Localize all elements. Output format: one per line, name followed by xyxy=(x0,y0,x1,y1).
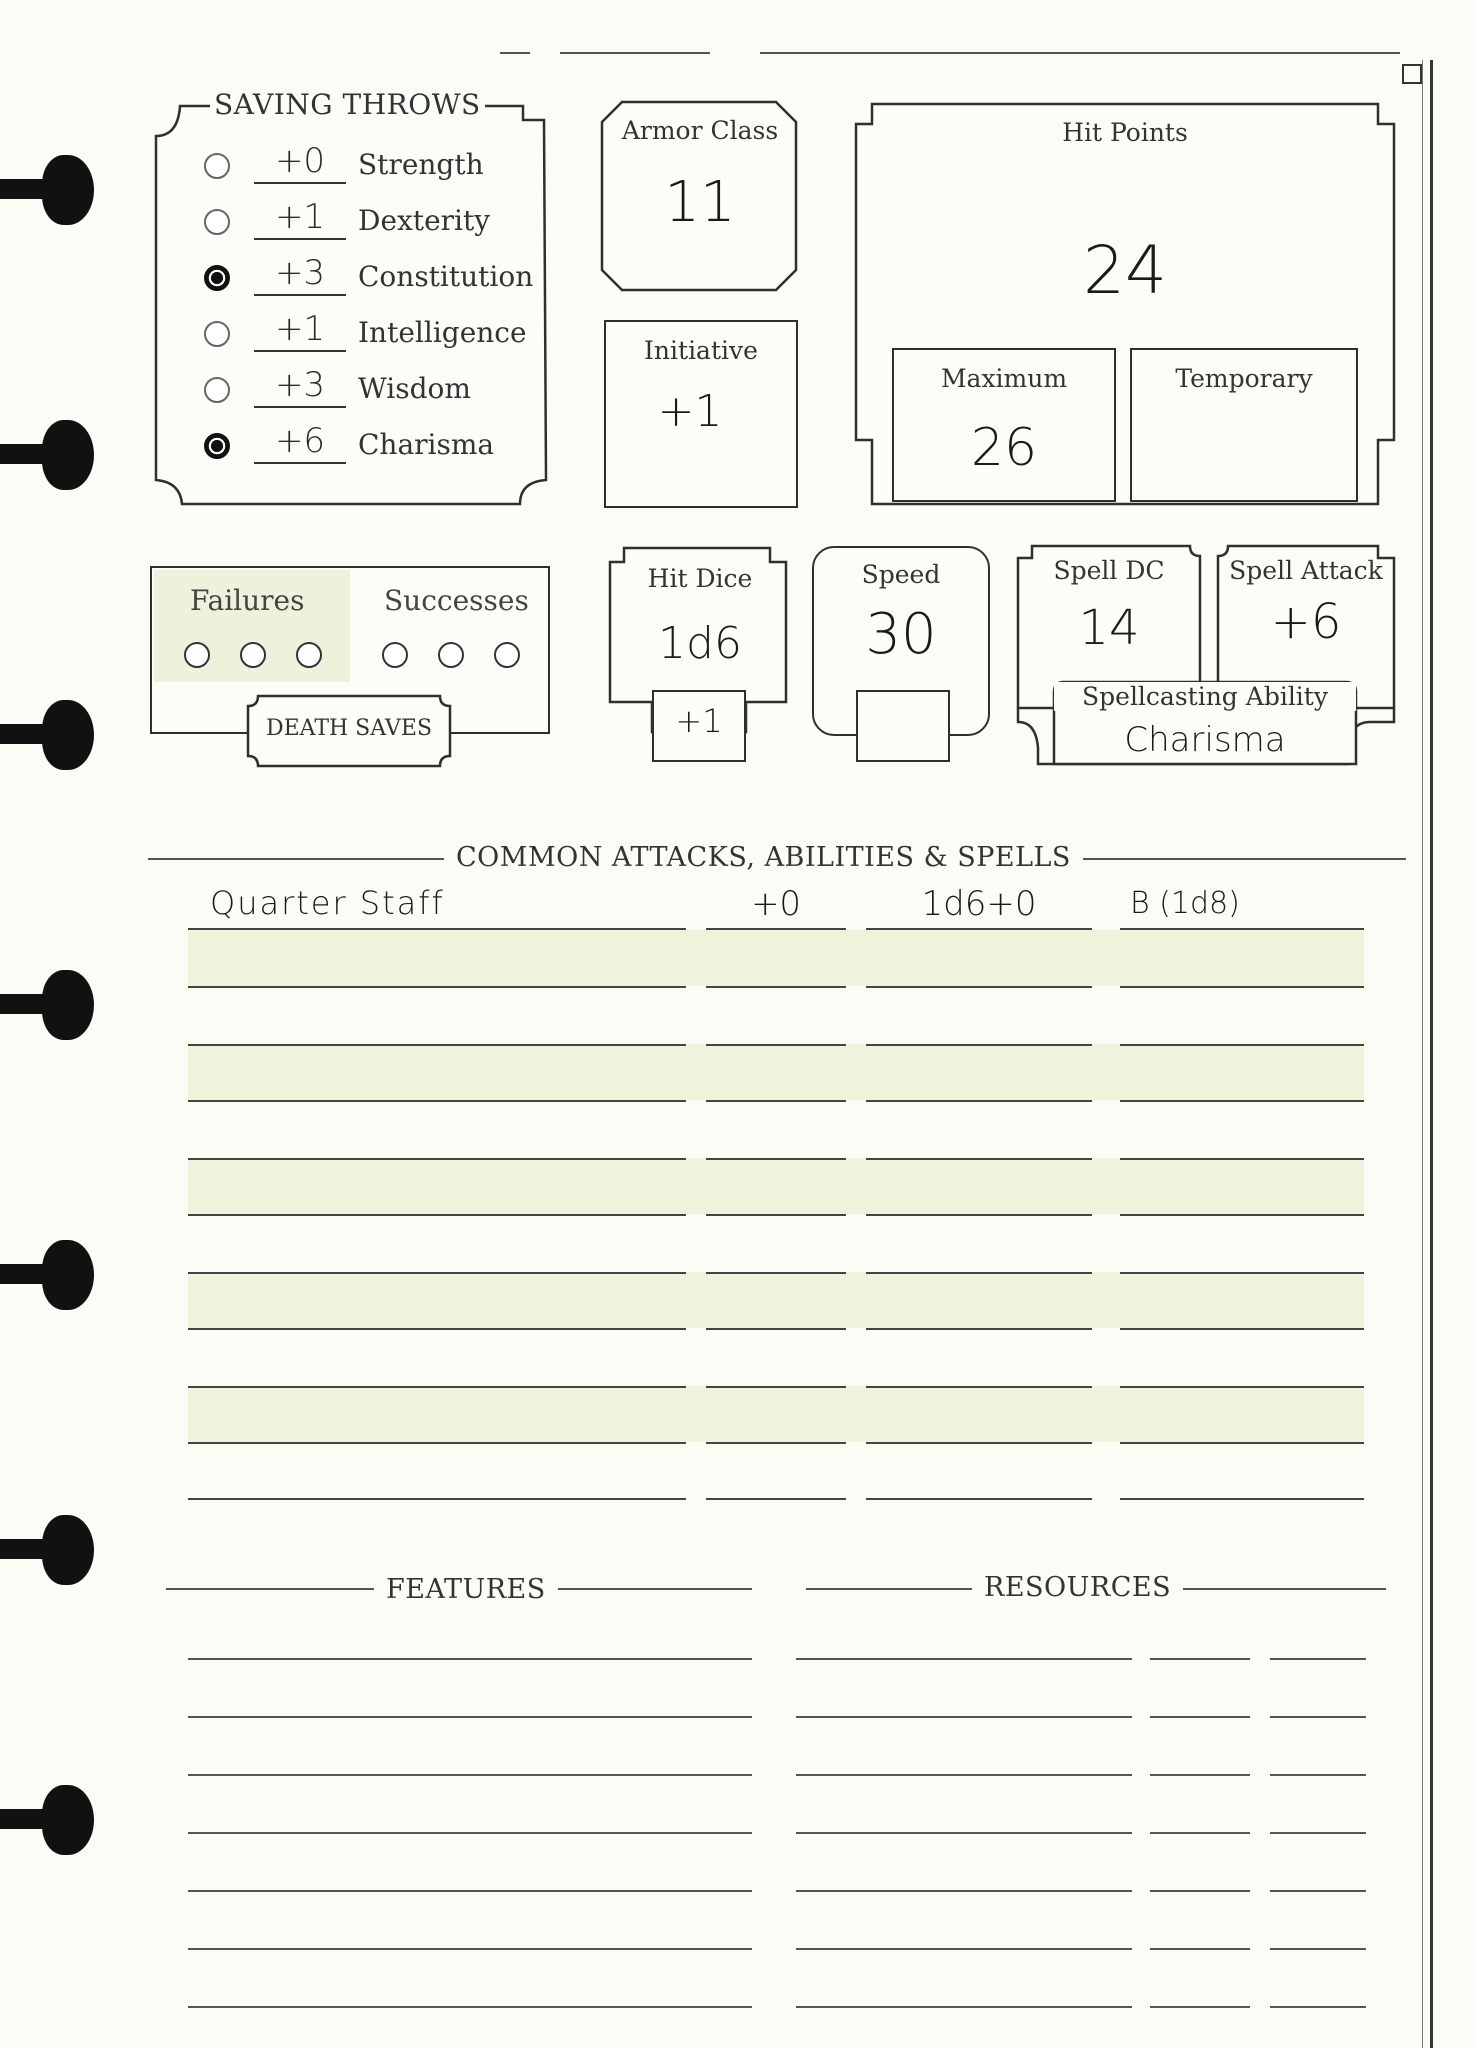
feature-line[interactable] xyxy=(796,1658,1132,1660)
hp-maximum-value[interactable]: 26 xyxy=(970,418,1038,478)
attack-row-line[interactable] xyxy=(1120,1044,1364,1046)
save-value[interactable]: +1 xyxy=(254,196,346,240)
saving-throw-row-charisma[interactable] xyxy=(200,420,540,470)
feature-line[interactable] xyxy=(796,2006,1132,2008)
top-rule xyxy=(560,52,710,54)
feature-line[interactable] xyxy=(796,1716,1132,1718)
speed-label: Speed xyxy=(861,560,941,589)
attack-row-line[interactable] xyxy=(1120,986,1364,988)
failures-label: Failures xyxy=(190,584,305,617)
spell-dc-value[interactable]: 14 xyxy=(1078,600,1140,656)
save-value[interactable]: +0 xyxy=(254,140,346,184)
feature-line[interactable] xyxy=(1150,2006,1250,2008)
speed-extra-frame xyxy=(856,690,950,762)
attack-row-line[interactable] xyxy=(866,1442,1092,1444)
hit-points-label: Hit Points xyxy=(1062,118,1188,147)
proficiency-dot[interactable] xyxy=(204,321,230,347)
save-name: Constitution xyxy=(358,260,534,293)
attack-row-line[interactable] xyxy=(866,1328,1092,1330)
saving-throws-title: SAVING THROWS xyxy=(210,88,485,121)
feature-line[interactable] xyxy=(1270,1890,1366,1892)
attack-row-line[interactable] xyxy=(866,1386,1092,1388)
hp-maximum-label: Maximum xyxy=(940,364,1068,393)
spellcasting-ability-value[interactable]: Charisma xyxy=(1124,720,1286,760)
feature-line[interactable] xyxy=(1150,1948,1250,1950)
binder-ring-icon xyxy=(0,970,96,1040)
feature-line[interactable] xyxy=(188,1774,752,1776)
attack-row-line[interactable] xyxy=(1120,928,1364,930)
save-value[interactable]: +1 xyxy=(254,308,346,352)
proficiency-dot[interactable] xyxy=(204,153,230,179)
feature-line[interactable] xyxy=(1270,1716,1366,1718)
attack-row-shade xyxy=(188,930,1364,986)
feature-line[interactable] xyxy=(1150,1890,1250,1892)
attack-row-line[interactable] xyxy=(706,1442,846,1444)
save-value[interactable]: +3 xyxy=(254,252,346,296)
feature-line[interactable] xyxy=(188,1890,752,1892)
corner-mark xyxy=(1402,64,1422,84)
attack-bonus[interactable]: +0 xyxy=(750,884,802,924)
feature-line[interactable] xyxy=(1270,1774,1366,1776)
feature-line[interactable] xyxy=(188,1658,752,1660)
top-rule xyxy=(760,52,1400,54)
feature-line[interactable] xyxy=(1270,1658,1366,1660)
save-name: Strength xyxy=(358,148,484,181)
binder-ring-icon xyxy=(0,1785,96,1855)
attack-row-line[interactable] xyxy=(188,1214,686,1216)
hit-dice-bonus[interactable]: +1 xyxy=(675,702,723,740)
binder-ring-icon xyxy=(0,420,96,490)
attack-row-shade xyxy=(188,1044,1364,1100)
feature-line[interactable] xyxy=(796,1948,1132,1950)
attack-row-line[interactable] xyxy=(706,1100,846,1102)
successes-label: Successes xyxy=(384,584,529,617)
attack-damage[interactable]: 1d6+0 xyxy=(921,884,1037,924)
feature-line[interactable] xyxy=(188,2006,752,2008)
attack-row-line[interactable] xyxy=(706,1158,846,1160)
attack-row-line[interactable] xyxy=(706,1272,846,1274)
attack-row-line[interactable] xyxy=(866,1214,1092,1216)
attack-row-line[interactable] xyxy=(1120,1214,1364,1216)
feature-line[interactable] xyxy=(796,1832,1132,1834)
attack-row-line[interactable] xyxy=(188,1044,686,1046)
attack-row-shade xyxy=(188,1386,1364,1442)
attack-row-line[interactable] xyxy=(188,1158,686,1160)
saving-throw-row-wisdom[interactable] xyxy=(200,364,540,414)
initiative-label: Initiative xyxy=(644,336,758,365)
proficiency-dot[interactable] xyxy=(204,377,230,403)
top-rule xyxy=(500,52,530,54)
speed-value[interactable]: 30 xyxy=(865,602,937,667)
attack-row-line[interactable] xyxy=(1120,1442,1364,1444)
save-name: Dexterity xyxy=(358,204,491,237)
attack-type[interactable]: B (1d8) xyxy=(1130,886,1240,921)
attack-row-line[interactable] xyxy=(188,928,686,930)
feature-line[interactable] xyxy=(188,1948,752,1950)
attack-row-line[interactable] xyxy=(1120,1386,1364,1388)
attack-row-line[interactable] xyxy=(706,928,846,930)
feature-line[interactable] xyxy=(188,1716,752,1718)
attack-row-line[interactable] xyxy=(866,1498,1092,1500)
feature-line[interactable] xyxy=(796,1890,1132,1892)
save-name: Charisma xyxy=(358,428,495,461)
hit-points-current[interactable]: 24 xyxy=(1083,232,1167,309)
binder-ring-icon xyxy=(0,1515,96,1585)
death-save-success-circle[interactable] xyxy=(494,642,520,668)
attack-row-line[interactable] xyxy=(706,1328,846,1330)
binder-ring-icon xyxy=(0,700,96,770)
attack-row-line[interactable] xyxy=(188,1328,686,1330)
feature-line[interactable] xyxy=(1270,2006,1366,2008)
attack-row-line[interactable] xyxy=(866,1100,1092,1102)
attack-row-line[interactable] xyxy=(188,1386,686,1388)
saving-throw-row-strength[interactable] xyxy=(200,140,540,190)
spellcasting-ability-label: Spellcasting Ability xyxy=(1054,682,1356,711)
features-title: FEATURES xyxy=(374,1574,558,1605)
hit-dice-value[interactable]: 1d6 xyxy=(658,618,742,669)
attack-row-line[interactable] xyxy=(706,1498,846,1500)
attack-row-line[interactable] xyxy=(188,1272,686,1274)
feature-line[interactable] xyxy=(1150,1832,1250,1834)
page-edge xyxy=(1422,60,1423,2048)
attack-row-line[interactable] xyxy=(866,928,1092,930)
spell-attack-value[interactable]: +6 xyxy=(1270,594,1342,650)
attack-row-line[interactable] xyxy=(1120,1158,1364,1160)
proficiency-dot[interactable] xyxy=(204,209,230,235)
armor-class-value[interactable]: 11 xyxy=(664,170,736,235)
attack-row-line[interactable] xyxy=(866,1158,1092,1160)
save-name: Intelligence xyxy=(358,316,527,349)
death-save-failure-circle[interactable] xyxy=(240,642,266,668)
attack-row-line[interactable] xyxy=(1120,1498,1364,1500)
proficiency-dot[interactable] xyxy=(204,433,230,459)
attack-row-line[interactable] xyxy=(1120,1272,1364,1274)
spell-attack-label: Spell Attack xyxy=(1229,556,1383,585)
saving-throw-row-constitution[interactable] xyxy=(200,252,540,302)
save-value[interactable]: +6 xyxy=(254,420,346,464)
hit-dice-label: Hit Dice xyxy=(647,564,753,593)
death-save-failure-circle[interactable] xyxy=(184,642,210,668)
saving-throw-row-dexterity[interactable] xyxy=(200,196,540,246)
attack-row-line[interactable] xyxy=(188,1498,686,1500)
feature-line[interactable] xyxy=(188,1832,752,1834)
attack-row-line[interactable] xyxy=(188,986,686,988)
page-edge xyxy=(1430,60,1433,2048)
attack-row-line[interactable] xyxy=(706,1386,846,1388)
proficiency-dot[interactable] xyxy=(204,265,230,291)
attack-row-line[interactable] xyxy=(1120,1100,1364,1102)
binder-ring-icon xyxy=(0,155,96,225)
attack-row-line[interactable] xyxy=(706,1044,846,1046)
attack-row-line[interactable] xyxy=(866,1272,1092,1274)
feature-line[interactable] xyxy=(1150,1658,1250,1660)
death-save-success-circle[interactable] xyxy=(382,642,408,668)
death-save-success-circle[interactable] xyxy=(438,642,464,668)
attack-row-shade xyxy=(188,1272,1364,1328)
armor-class-label: Armor Class xyxy=(621,116,779,145)
spell-dc-label: Spell DC xyxy=(1053,556,1165,585)
death-save-failure-circle[interactable] xyxy=(296,642,322,668)
feature-line[interactable] xyxy=(1270,1832,1366,1834)
save-name: Wisdom xyxy=(358,372,471,405)
attack-row-line[interactable] xyxy=(1120,1328,1364,1330)
initiative-value[interactable]: +1 xyxy=(657,386,723,437)
save-value[interactable]: +3 xyxy=(254,364,346,408)
death-saves-title: DEATH SAVES xyxy=(265,716,433,741)
attack-name[interactable]: Quarter Staff xyxy=(210,884,445,922)
feature-line[interactable] xyxy=(1150,1716,1250,1718)
attack-row-line[interactable] xyxy=(706,1214,846,1216)
binder-ring-icon xyxy=(0,1240,96,1310)
attack-row-line[interactable] xyxy=(866,1044,1092,1046)
saving-throw-row-intelligence[interactable] xyxy=(200,308,540,358)
resources-title: RESOURCES xyxy=(972,1572,1183,1603)
attack-row-line[interactable] xyxy=(188,1100,686,1102)
attack-row-line[interactable] xyxy=(706,986,846,988)
hp-temporary-label: Temporary xyxy=(1175,364,1313,393)
attack-row-line[interactable] xyxy=(866,986,1092,988)
feature-line[interactable] xyxy=(1150,1774,1250,1776)
attack-row-line[interactable] xyxy=(188,1442,686,1444)
attacks-title: COMMON ATTACKS, ABILITIES & SPELLS xyxy=(444,842,1083,873)
feature-line[interactable] xyxy=(796,1774,1132,1776)
attack-row-shade xyxy=(188,1158,1364,1214)
feature-line[interactable] xyxy=(1270,1948,1366,1950)
